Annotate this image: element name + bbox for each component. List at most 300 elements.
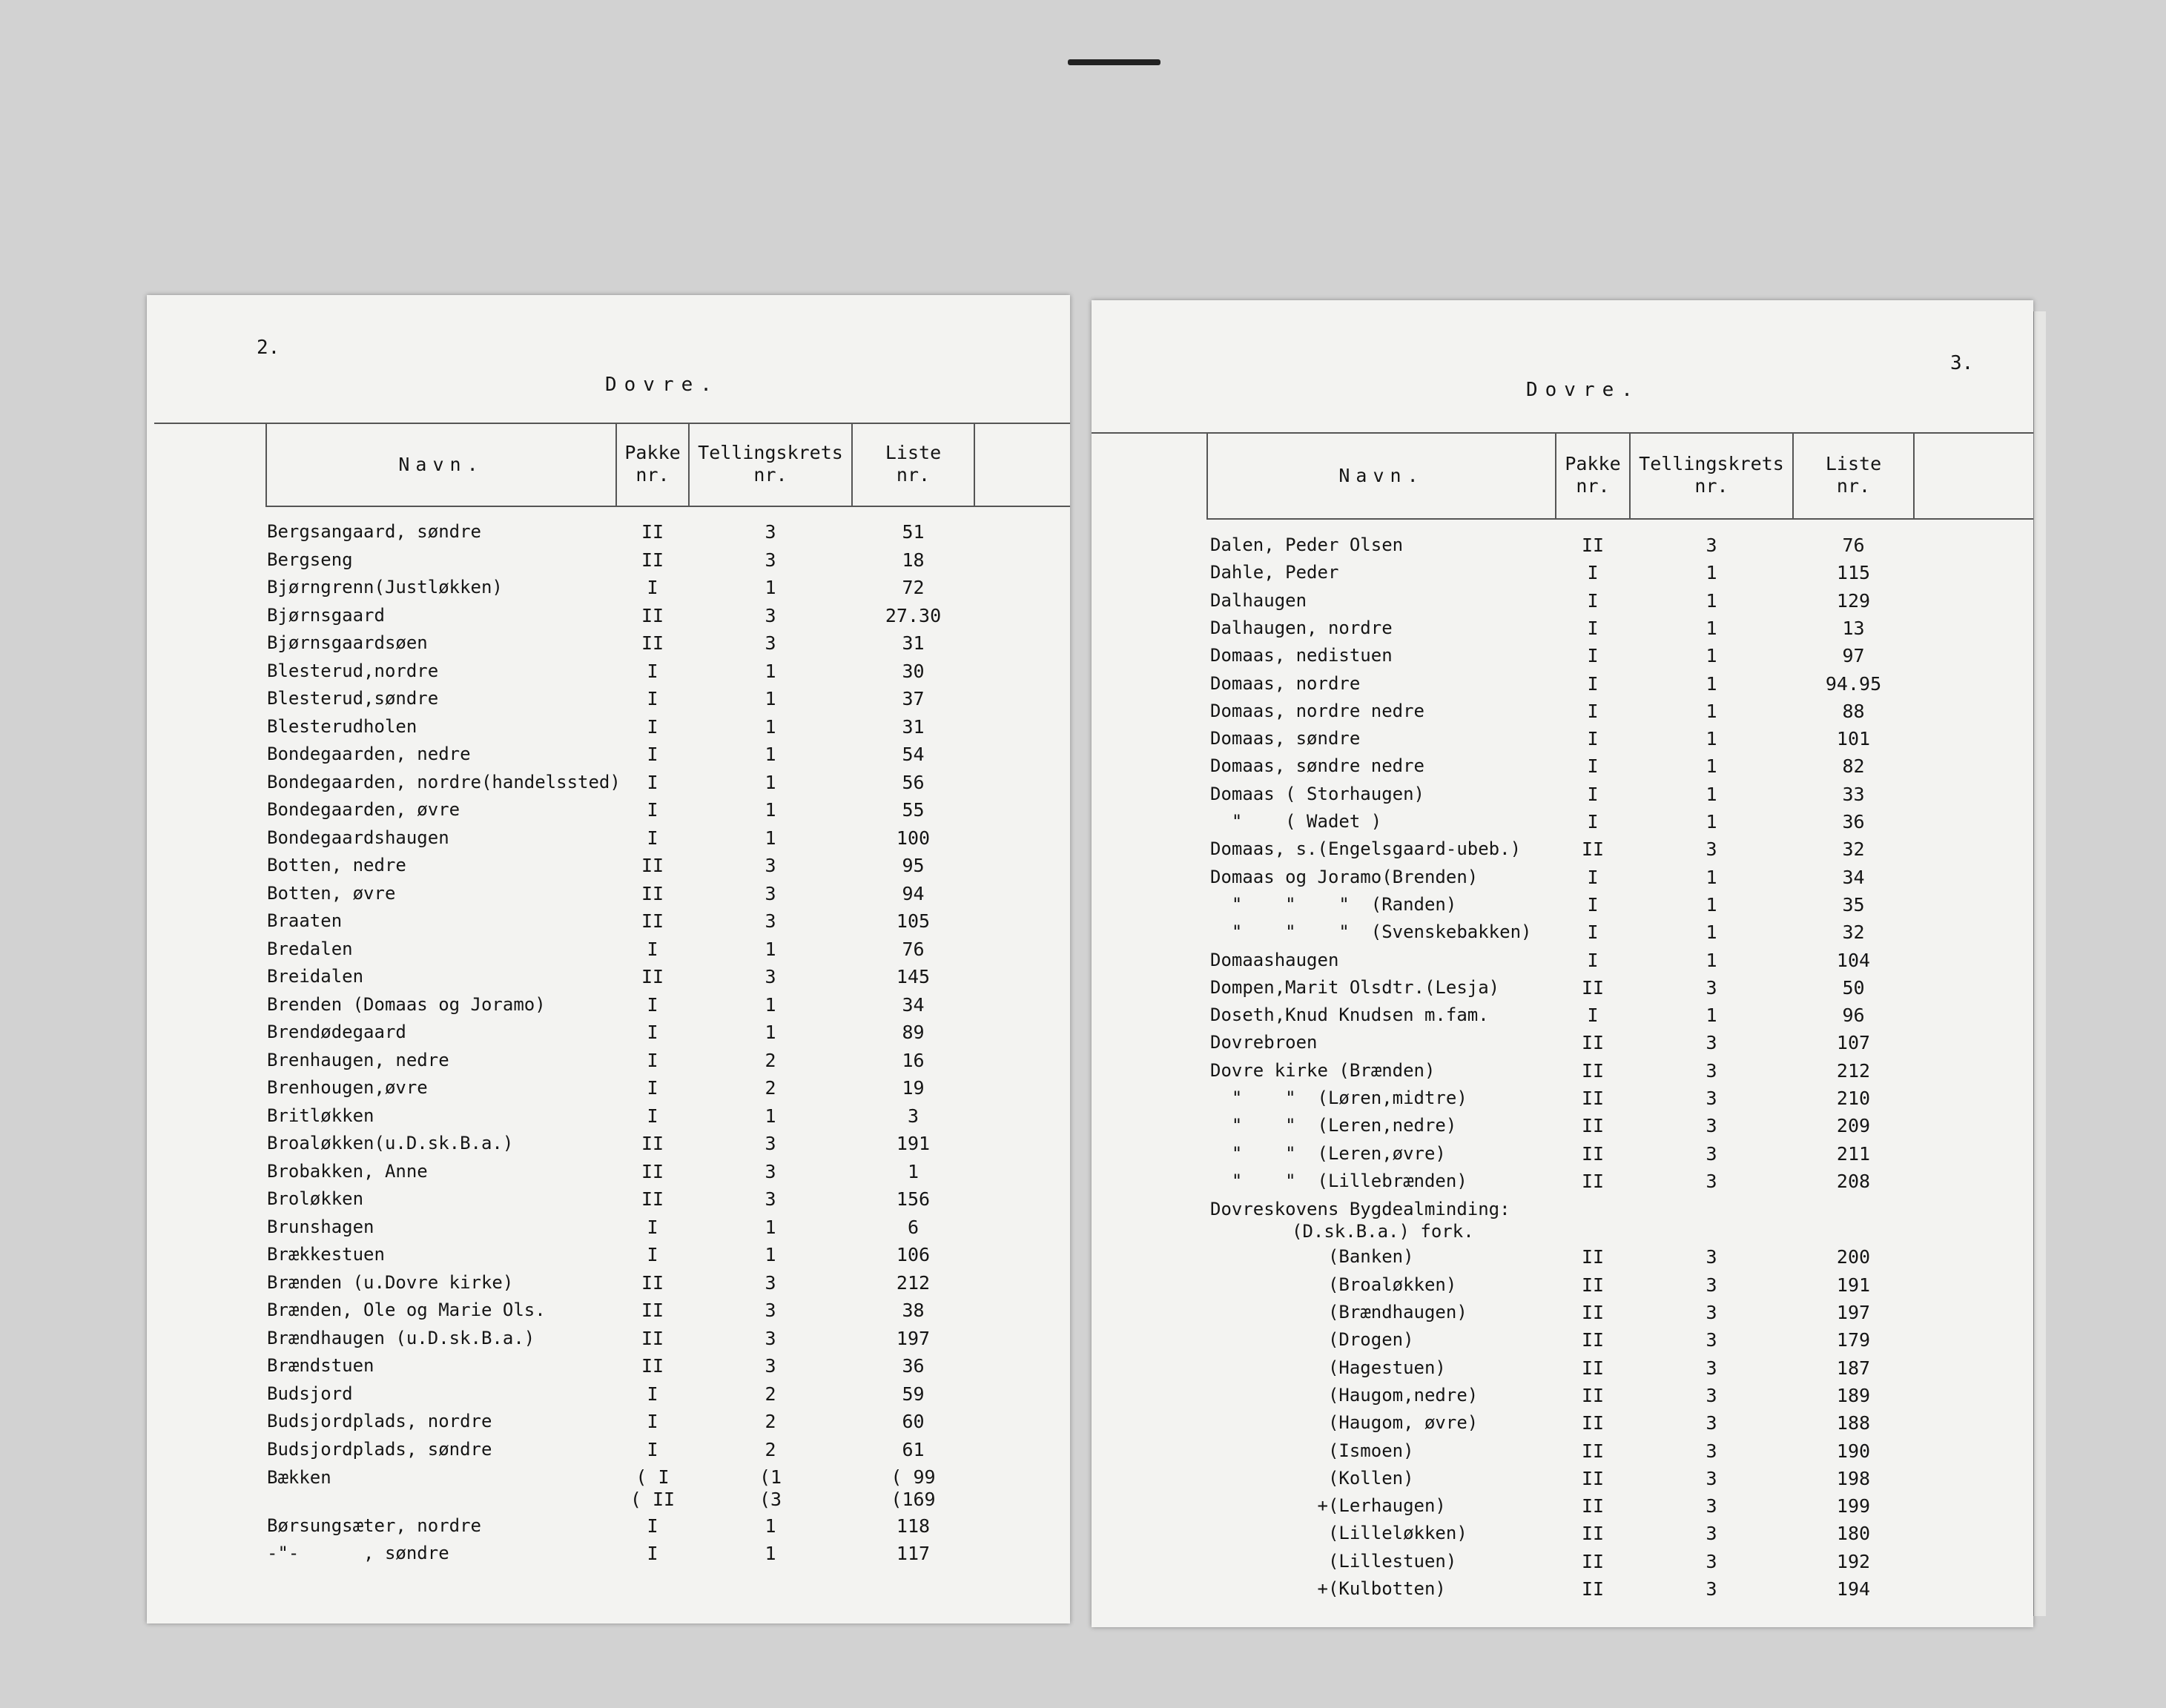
krets-cell: 1 bbox=[1706, 617, 1717, 639]
pakke-cell: II bbox=[641, 1188, 664, 1210]
name-cell: (Brændhaugen) bbox=[1210, 1302, 1467, 1323]
liste-cell: 106 bbox=[896, 1244, 931, 1265]
krets-cell: 3 bbox=[765, 1327, 776, 1349]
liste-cell: 95 bbox=[902, 855, 925, 876]
table-row bbox=[147, 1077, 1070, 1105]
pakke-cell: I bbox=[647, 827, 658, 849]
table-row bbox=[1092, 1385, 2033, 1412]
liste-cell: 96 bbox=[1842, 1004, 1865, 1027]
liste-cell: 210 bbox=[1836, 1088, 1871, 1109]
krets-cell: 3 bbox=[765, 632, 776, 654]
pakke-cell: I bbox=[1587, 921, 1599, 944]
liste-cell: 94.95 bbox=[1825, 672, 1882, 695]
name-cell: Breidalen bbox=[267, 966, 364, 987]
pakke-cell: II bbox=[641, 1133, 664, 1154]
liste-cell: 115 bbox=[1836, 562, 1871, 584]
krets-cell: 2 bbox=[765, 1383, 776, 1405]
liste-cell: 100 bbox=[896, 827, 931, 849]
liste-cell: 6 bbox=[907, 1216, 919, 1238]
table-row bbox=[1092, 784, 2033, 811]
name-cell: Brenhougen,øvre bbox=[267, 1077, 428, 1098]
liste-cell: 31 bbox=[902, 715, 925, 738]
liste-cell: 208 bbox=[1836, 1170, 1871, 1192]
liste-cell: 27.30 bbox=[885, 604, 942, 626]
pakke-cell: II bbox=[641, 855, 664, 876]
pakke-cell: II bbox=[1581, 534, 1605, 556]
name-cell: Dalen, Peder Olsen bbox=[1210, 534, 1404, 555]
krets-cell: 3 bbox=[1706, 838, 1717, 861]
table-row bbox=[147, 966, 1070, 993]
table-row bbox=[147, 1543, 1070, 1570]
table-row bbox=[1092, 1274, 2033, 1302]
krets-cell: 3 bbox=[765, 1188, 776, 1210]
krets-cell: 3 bbox=[1706, 1384, 1717, 1406]
header-bottom-rule bbox=[265, 506, 1070, 507]
name-cell: Brobakken, Anne bbox=[267, 1160, 428, 1182]
krets-cell: 2 bbox=[765, 1411, 776, 1432]
liste-cell: 156 bbox=[896, 1188, 931, 1210]
table-row bbox=[1092, 977, 2033, 1004]
pakke-cell: II bbox=[641, 604, 664, 626]
pakke-cell: II bbox=[1581, 1170, 1605, 1192]
pakke-cell: II bbox=[1581, 1142, 1605, 1165]
pakke-cell: I bbox=[647, 1077, 658, 1099]
table-row bbox=[1092, 673, 2033, 701]
table-row bbox=[147, 939, 1070, 966]
liste-cell: 187 bbox=[1836, 1357, 1871, 1379]
pakke-cell: II bbox=[1581, 1115, 1605, 1137]
name-cell: " " " (Randen) bbox=[1210, 893, 1457, 915]
pakke-cell: I bbox=[1587, 1004, 1599, 1027]
header-name: Navn. bbox=[398, 454, 484, 475]
name-cell: (Lilleløkken) bbox=[1210, 1523, 1467, 1544]
name-cell: Domaas, nordre nedre bbox=[1210, 700, 1424, 721]
name-cell: Domaas og Joramo(Brenden) bbox=[1210, 866, 1479, 887]
name-cell: Domaas, s.(Engelsgaard-ubeb.) bbox=[1210, 838, 1522, 860]
krets-cell: 2 bbox=[765, 1438, 776, 1460]
table-row bbox=[1092, 1060, 2033, 1088]
pakke-cell: II bbox=[1581, 1384, 1605, 1406]
pakke-cell: I bbox=[647, 1383, 658, 1405]
pakke-cell: I bbox=[1587, 866, 1599, 888]
krets-cell: 1 bbox=[765, 771, 776, 793]
name-cell: (Lillestuen) bbox=[1210, 1550, 1457, 1572]
left-page bbox=[147, 295, 1070, 1623]
pakke-cell: I bbox=[647, 993, 658, 1016]
liste-cell: 129 bbox=[1836, 589, 1871, 612]
krets-cell: 2 bbox=[765, 1077, 776, 1099]
name-cell: Bondegaarden, nedre bbox=[267, 744, 471, 764]
krets-cell: 1 bbox=[765, 993, 776, 1016]
name-cell: Brænden, Ole og Marie Ols. bbox=[267, 1300, 546, 1320]
name-cell: " " " (Svenskebakken) bbox=[1210, 921, 1532, 943]
liste-cell: 3 bbox=[907, 1105, 919, 1127]
pakke-cell: II bbox=[641, 1327, 664, 1349]
name-cell: Budsjord bbox=[267, 1383, 353, 1404]
name-cell: " " (Leren,øvre) bbox=[1210, 1142, 1446, 1164]
pakke-cell: I bbox=[647, 1244, 658, 1265]
page-number: 3. bbox=[1950, 352, 1974, 374]
ink-smudge bbox=[1068, 59, 1160, 65]
name-cell: Domaashaugen bbox=[1210, 949, 1339, 970]
pakke-cell: II bbox=[641, 521, 664, 543]
pakke-cell: II bbox=[641, 966, 664, 987]
pakke-cell: I bbox=[647, 1022, 658, 1043]
pakke-cell: I bbox=[647, 1216, 658, 1238]
table-row bbox=[147, 549, 1070, 577]
table-row bbox=[1092, 590, 2033, 618]
krets-cell: 1 bbox=[1706, 672, 1717, 695]
liste-cell: 191 bbox=[1836, 1274, 1871, 1296]
liste-cell: 211 bbox=[1836, 1142, 1871, 1165]
pakke-cell: I bbox=[647, 1543, 658, 1565]
name-cell: Bækken bbox=[267, 1467, 331, 1488]
pakke-cell: I bbox=[1587, 783, 1599, 805]
table-row bbox=[147, 1050, 1070, 1077]
pakke-cell: II bbox=[1581, 838, 1605, 861]
pakke-cell: I bbox=[1587, 811, 1599, 833]
name-cell: Britløkken bbox=[267, 1105, 374, 1126]
table-row bbox=[147, 716, 1070, 744]
liste-cell: 192 bbox=[1836, 1550, 1871, 1572]
pakke-cell: II bbox=[1581, 1440, 1605, 1462]
liste-cell: 190 bbox=[1836, 1440, 1871, 1462]
pakke-cell: II bbox=[1581, 1088, 1605, 1109]
name-cell: Brenden (Domaas og Joramo) bbox=[267, 993, 546, 1015]
name-cell: Brunshagen bbox=[267, 1216, 374, 1237]
liste-cell: 107 bbox=[1836, 1032, 1871, 1054]
krets-cell: 3 bbox=[1706, 1495, 1717, 1517]
table-row bbox=[1092, 1246, 2033, 1274]
krets-cell: 1 bbox=[765, 1244, 776, 1265]
name-cell: Bondegaardshaugen bbox=[267, 827, 449, 848]
liste-cell: 82 bbox=[1842, 755, 1865, 778]
liste-cell: 56 bbox=[902, 771, 925, 793]
liste-cell: 51 bbox=[902, 521, 925, 543]
pakke-cell: II bbox=[1581, 1495, 1605, 1517]
liste-cell: ( 99 (169 bbox=[891, 1466, 936, 1510]
pakke-cell: II bbox=[641, 549, 664, 571]
pakke-cell: I bbox=[647, 660, 658, 682]
krets-cell: 3 bbox=[765, 521, 776, 543]
krets-cell: 3 bbox=[765, 882, 776, 904]
liste-cell: 72 bbox=[902, 577, 925, 598]
pakke-cell: II bbox=[1581, 1412, 1605, 1434]
table-row bbox=[147, 994, 1070, 1022]
name-cell: " " (Leren,nedre) bbox=[1210, 1115, 1457, 1136]
name-cell: (Kollen) bbox=[1210, 1467, 1414, 1489]
pakke-cell: I bbox=[647, 1438, 658, 1460]
krets-cell: 3 bbox=[765, 910, 776, 932]
name-cell: Brækkestuen bbox=[267, 1244, 385, 1265]
name-cell: Botten, øvre bbox=[267, 882, 396, 904]
pakke-cell: I bbox=[647, 744, 658, 765]
name-cell: Broaløkken(u.D.sk.B.a.) bbox=[267, 1133, 514, 1153]
table-row bbox=[147, 632, 1070, 660]
name-cell: (Haugom, øvre) bbox=[1210, 1412, 1479, 1434]
liste-cell: 54 bbox=[902, 744, 925, 765]
liste-cell: 13 bbox=[1842, 617, 1865, 639]
liste-cell: 55 bbox=[902, 799, 925, 821]
name-cell: Bondegaarden, øvre bbox=[267, 799, 460, 820]
pakke-cell: I bbox=[1587, 893, 1599, 916]
pakke-cell: I bbox=[647, 1105, 658, 1127]
liste-cell: 188 bbox=[1836, 1412, 1871, 1434]
table-row bbox=[147, 1383, 1070, 1411]
name-cell: Blesterudholen bbox=[267, 715, 417, 737]
name-cell: Domaas, nedistuen bbox=[1210, 645, 1393, 666]
krets-cell: 1 bbox=[1706, 728, 1717, 750]
header-name: Navn. bbox=[1338, 465, 1424, 486]
page-edge bbox=[2033, 311, 2046, 1616]
table-row bbox=[1092, 755, 2033, 783]
pakke-cell: II bbox=[641, 910, 664, 932]
krets-cell: 3 bbox=[1706, 1412, 1717, 1434]
liste-cell: 18 bbox=[902, 549, 925, 571]
table-row bbox=[1092, 1578, 2033, 1606]
krets-cell: 3 bbox=[765, 549, 776, 571]
krets-cell: 3 bbox=[765, 855, 776, 876]
name-cell: Brænden (u.Dovre kirke) bbox=[267, 1271, 514, 1293]
pakke-cell: II bbox=[641, 1160, 664, 1182]
name-cell: Blesterud,søndre bbox=[267, 688, 439, 709]
table-row bbox=[1092, 728, 2033, 755]
krets-cell: 3 bbox=[1706, 1440, 1717, 1462]
name-cell: Broløkken bbox=[267, 1188, 364, 1209]
liste-cell: 212 bbox=[1836, 1059, 1871, 1082]
pakke-cell: I bbox=[647, 1411, 658, 1432]
liste-cell: 117 bbox=[896, 1543, 931, 1565]
pakke-cell: ( I ( II bbox=[630, 1466, 676, 1510]
header-pakke: Pakke nr. bbox=[624, 442, 681, 486]
liste-cell: 104 bbox=[1836, 949, 1871, 971]
liste-cell: 197 bbox=[896, 1327, 931, 1349]
liste-cell: 200 bbox=[1836, 1246, 1871, 1268]
name-cell: +(Kulbotten) bbox=[1210, 1578, 1446, 1600]
liste-cell: 199 bbox=[1836, 1495, 1871, 1517]
pakke-cell: II bbox=[641, 632, 664, 654]
name-cell: Dalhaugen, nordre bbox=[1210, 617, 1393, 638]
table-row bbox=[1092, 1171, 2033, 1198]
table-row bbox=[147, 1244, 1070, 1271]
table-row bbox=[1092, 1440, 2033, 1468]
table-row bbox=[147, 1022, 1070, 1049]
liste-cell: 118 bbox=[896, 1515, 931, 1537]
krets-cell: 3 bbox=[765, 1271, 776, 1294]
name-cell: -"- , søndre bbox=[267, 1543, 449, 1564]
pakke-cell: II bbox=[1581, 1246, 1605, 1268]
krets-cell: 1 bbox=[1706, 562, 1717, 584]
liste-cell: 33 bbox=[1842, 783, 1865, 805]
table-row bbox=[1092, 950, 2033, 977]
krets-cell: 1 bbox=[765, 799, 776, 821]
krets-cell: 3 bbox=[1706, 1523, 1717, 1545]
table-row bbox=[147, 1272, 1070, 1300]
pakke-cell: II bbox=[1581, 1467, 1605, 1489]
krets-cell: 3 bbox=[1706, 1274, 1717, 1296]
table-row bbox=[1092, 1004, 2033, 1032]
table-row bbox=[147, 521, 1070, 549]
krets-cell: 3 bbox=[1706, 1246, 1717, 1268]
page-title: Dovre. bbox=[605, 374, 719, 396]
name-cell: Doseth,Knud Knudsen m.fam. bbox=[1210, 1004, 1489, 1026]
krets-cell: 3 bbox=[1706, 1032, 1717, 1054]
table-row bbox=[147, 661, 1070, 688]
name-cell: (Hagestuen) bbox=[1210, 1357, 1446, 1378]
krets-cell: 1 bbox=[765, 1105, 776, 1127]
table-row bbox=[147, 605, 1070, 632]
liste-cell: 36 bbox=[1842, 811, 1865, 833]
liste-cell: 37 bbox=[902, 688, 925, 709]
pakke-cell: II bbox=[1581, 1274, 1605, 1296]
name-cell: Bredalen bbox=[267, 938, 353, 959]
table-row bbox=[1092, 1551, 2033, 1578]
krets-cell: 1 bbox=[765, 715, 776, 738]
table-row bbox=[147, 1439, 1070, 1466]
pakke-cell: II bbox=[1581, 1059, 1605, 1082]
pakke-cell: II bbox=[641, 1355, 664, 1377]
name-cell: Bjørnsgaard bbox=[267, 604, 385, 626]
table-row bbox=[1092, 562, 2033, 589]
name-cell: " ( Wadet ) bbox=[1210, 811, 1382, 832]
krets-cell: 1 bbox=[765, 1216, 776, 1238]
name-cell: Braaten bbox=[267, 910, 343, 931]
liste-cell: 145 bbox=[896, 966, 931, 987]
krets-cell: 1 bbox=[1706, 1004, 1717, 1027]
right-page bbox=[1092, 300, 2033, 1627]
table-row bbox=[1092, 1468, 2033, 1495]
header-liste: Liste nr. bbox=[1825, 453, 1882, 497]
name-cell: (Banken) bbox=[1210, 1246, 1414, 1268]
krets-cell: 1 bbox=[1706, 783, 1717, 805]
krets-cell: 1 bbox=[765, 688, 776, 709]
name-cell: Domaas ( Storhaugen) bbox=[1210, 783, 1424, 804]
header-liste: Liste nr. bbox=[885, 442, 942, 486]
name-cell: Blesterud,nordre bbox=[267, 660, 439, 681]
table-row bbox=[147, 1411, 1070, 1438]
table-row bbox=[147, 827, 1070, 855]
krets-cell: 1 bbox=[1706, 893, 1717, 916]
krets-cell: 3 bbox=[1706, 1329, 1717, 1351]
liste-cell: 88 bbox=[1842, 700, 1865, 722]
krets-cell: 3 bbox=[765, 1300, 776, 1321]
pakke-cell: II bbox=[1581, 1550, 1605, 1572]
name-cell: (Ismoen) bbox=[1210, 1440, 1414, 1461]
krets-cell: 1 bbox=[1706, 866, 1717, 888]
pakke-cell: I bbox=[1587, 700, 1599, 722]
header-top-rule bbox=[1092, 432, 2033, 434]
liste-cell: 32 bbox=[1842, 838, 1865, 861]
krets-cell: 3 bbox=[1706, 1578, 1717, 1601]
name-cell: Domaas, nordre bbox=[1210, 672, 1361, 694]
name-cell: Brændhaugen (u.D.sk.B.a.) bbox=[267, 1327, 535, 1348]
liste-cell: 34 bbox=[902, 993, 925, 1016]
krets-cell: 1 bbox=[765, 1543, 776, 1565]
krets-cell: 1 bbox=[765, 744, 776, 765]
liste-cell: 16 bbox=[902, 1049, 925, 1071]
table-row bbox=[147, 1188, 1070, 1216]
liste-cell: 179 bbox=[1836, 1329, 1871, 1351]
table-row bbox=[147, 1217, 1070, 1244]
krets-cell: 3 bbox=[765, 966, 776, 987]
table-row bbox=[1092, 867, 2033, 894]
krets-cell: 3 bbox=[1706, 534, 1717, 556]
liste-cell: 32 bbox=[1842, 921, 1865, 944]
pakke-cell: I bbox=[647, 688, 658, 709]
krets-cell: 3 bbox=[1706, 1088, 1717, 1109]
pakke-cell: II bbox=[1581, 1329, 1605, 1351]
table-row bbox=[1092, 1115, 2033, 1142]
krets-cell: 3 bbox=[1706, 1357, 1717, 1379]
name-cell: Bergseng bbox=[267, 549, 353, 570]
table-row bbox=[1092, 1357, 2033, 1385]
table-row bbox=[1092, 894, 2033, 921]
liste-cell: 1 bbox=[907, 1160, 919, 1182]
pakke-cell: II bbox=[641, 1271, 664, 1294]
name-cell: Dovrebroen bbox=[1210, 1032, 1318, 1053]
name-cell: Dahle, Peder bbox=[1210, 562, 1339, 583]
name-cell: Bergsangaard, søndre bbox=[267, 521, 481, 542]
table-row bbox=[1092, 921, 2033, 949]
name-cell: Domaas, søndre bbox=[1210, 728, 1361, 749]
liste-cell: 194 bbox=[1836, 1578, 1871, 1601]
header-pakke: Pakke nr. bbox=[1565, 453, 1621, 497]
pakke-cell: II bbox=[641, 1300, 664, 1321]
table-row bbox=[147, 1328, 1070, 1355]
liste-cell: 97 bbox=[1842, 645, 1865, 667]
pakke-cell: I bbox=[647, 1515, 658, 1537]
krets-cell: 1 bbox=[1706, 700, 1717, 722]
name-cell: Budsjordplads, nordre bbox=[267, 1411, 492, 1431]
table-row bbox=[147, 744, 1070, 771]
krets-cell: 1 bbox=[1706, 589, 1717, 612]
table-row bbox=[1092, 1302, 2033, 1329]
name-cell: " " (Løren,midtre) bbox=[1210, 1088, 1467, 1108]
liste-cell: 197 bbox=[1836, 1302, 1871, 1324]
table-row bbox=[1092, 618, 2033, 645]
liste-cell: 94 bbox=[902, 882, 925, 904]
krets-cell: 3 bbox=[1706, 1059, 1717, 1082]
table-row bbox=[1092, 1088, 2033, 1115]
table-row bbox=[1092, 1329, 2033, 1357]
pakke-cell: I bbox=[647, 715, 658, 738]
liste-cell: 105 bbox=[896, 910, 931, 932]
pakke-cell: I bbox=[1587, 589, 1599, 612]
krets-cell: 1 bbox=[1706, 811, 1717, 833]
table-row bbox=[147, 1161, 1070, 1188]
name-cell: +(Lerhaugen) bbox=[1210, 1495, 1446, 1517]
name-cell: Domaas, søndre nedre bbox=[1210, 755, 1424, 777]
table-row bbox=[1092, 1495, 2033, 1523]
krets-cell: 1 bbox=[765, 1515, 776, 1537]
liste-cell: 101 bbox=[1836, 728, 1871, 750]
krets-cell: 3 bbox=[1706, 976, 1717, 999]
pakke-cell: I bbox=[647, 577, 658, 598]
name-cell: Bjørngrenn(Justløkken) bbox=[267, 577, 503, 598]
krets-cell: 3 bbox=[1706, 1302, 1717, 1324]
table-row bbox=[1092, 811, 2033, 838]
liste-cell: 31 bbox=[902, 632, 925, 654]
table-row bbox=[1092, 701, 2033, 728]
krets-cell: 1 bbox=[765, 660, 776, 682]
table-row bbox=[1092, 645, 2033, 672]
header-krets: Tellingskrets nr. bbox=[698, 442, 843, 486]
column-rule bbox=[974, 423, 975, 506]
table-row bbox=[147, 577, 1070, 604]
table-row bbox=[1092, 838, 2033, 866]
name-cell: Brendødegaard bbox=[267, 1022, 406, 1042]
name-cell: Dovreskovens Bygdealminding: (D.sk.B.a.) fork. bbox=[1210, 1199, 1510, 1242]
